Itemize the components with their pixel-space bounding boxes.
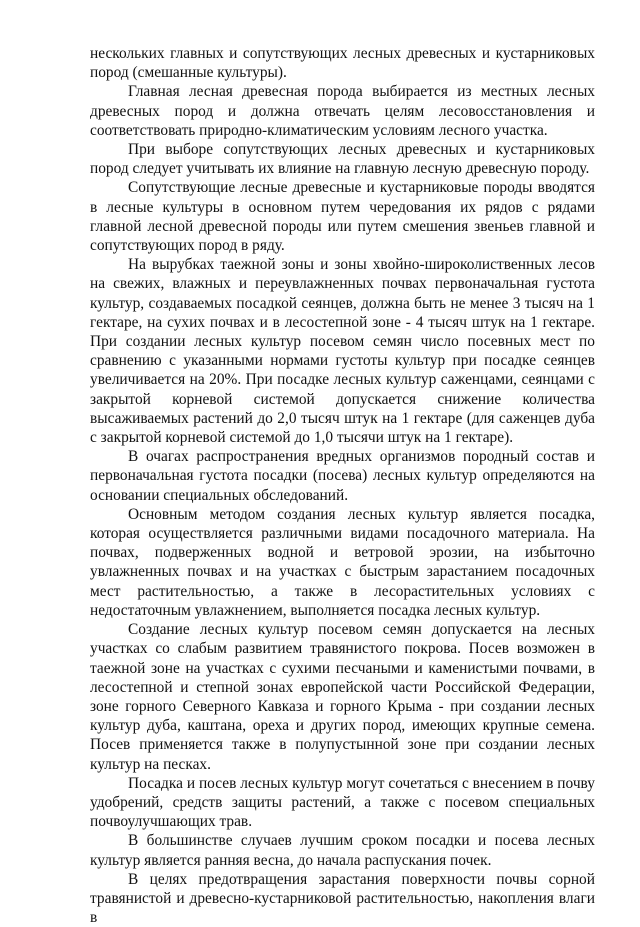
paragraph-planting-season: В большинстве случаев лучшим сроком посадки и посева лесных культур является ранняя весна, до начала распускания почек. xyxy=(90,832,595,869)
paragraph-weed-prevention: В целях предотвращения зарастания поверхности почвы сорной травянистой и древесно-кустарниковой растительностью, накопления влаги в xyxy=(90,870,595,927)
paragraph-accompanying-species-choice: При выборе сопутствующих лесных древесных и кустарниковых пород следует учитывать их влияние на главную лесную древесную породу. xyxy=(90,141,595,178)
paragraph-continuation: нескольких главных и сопутствующих лесных древесных и кустарниковых пород (смешанные культуры). xyxy=(90,45,595,82)
paragraph-sowing-method: Создание лесных культур посевом семян допускается на лесных участках со слабым развитием травянистого покрова. Посев возможен в таежной зоне на участках с сухими песчаными и каменистыми почвами, в лесостепной и степной зонах европейской части Российской Федерации, зоне горного Северного Кавказа и горного Крыма - при создании лесных культур дуба, каштана, ореха и других пород, имеющих крупные семена. Посев применяется также в полупустынной зоне при создании лесных культур на песках. xyxy=(90,621,595,773)
paragraph-accompanying-species-introduction: Сопутствующие лесные древесные и кустарниковые породы вводятся в лесные культуры в основном путем чередования их рядов с рядами главной лесной древесной породы или путем смешения звеньев главной и сопутствующих пород в ряду. xyxy=(90,179,595,255)
paragraph-main-species: Главная лесная древесная порода выбирается из местных лесных древесных пород и должна отвечать целям лесовосстановления и соответствовать природно-климатическим условиям лесного участка. xyxy=(90,83,595,139)
paragraph-planting-density: На вырубках таежной зоны и зоны хвойно-широколиственных лесов на свежих, влажных и переувлажненных почвах первоначальная густота культур, создаваемых посадкой сеянцев, должна быть не менее 3 тысяч на 1 гектаре, на сухих почвах и в лесостепной зоне - 4 тысяч штук на 1 гектаре. При создании лесных культур посевом семян число посевных мест по сравнению с указанными нормами густоты культур при посадке сеянцев увеличивается на 20%. При посадке лесных культур саженцами, сеянцами с закрытой корневой системой допускается снижение количества высаживаемых растений до 2,0 тысяч штук на 1 гектаре (для саженцев дуба с закрытой корневой системой до 1,0 тысячи штук на 1 гектаре). xyxy=(90,256,595,447)
document-page xyxy=(90,44,595,927)
paragraph-pest-foci: В очагах распространения вредных организмов породный состав и первоначальная густота посадки (посева) лесных культур определяются на основании специальных обследований. xyxy=(90,448,595,504)
paragraph-fertilizers: Посадка и посев лесных культур могут сочетаться с внесением в почву удобрений, средств защиты растений, а также с посевом специальных почвоулучшающих трав. xyxy=(90,774,595,831)
paragraph-planting-method: Основным методом создания лесных культур является посадка, которая осуществляется различными видами посадочного материала. На почвах, подверженных водной и ветровой эрозии, на избыточно увлажненных почвах и на участках с быстрым зарастанием посадочных мест растительностью, а также в лесорастительных условиях с недостаточным увлажнением, выполняется посадка лесных культур. xyxy=(90,505,595,619)
